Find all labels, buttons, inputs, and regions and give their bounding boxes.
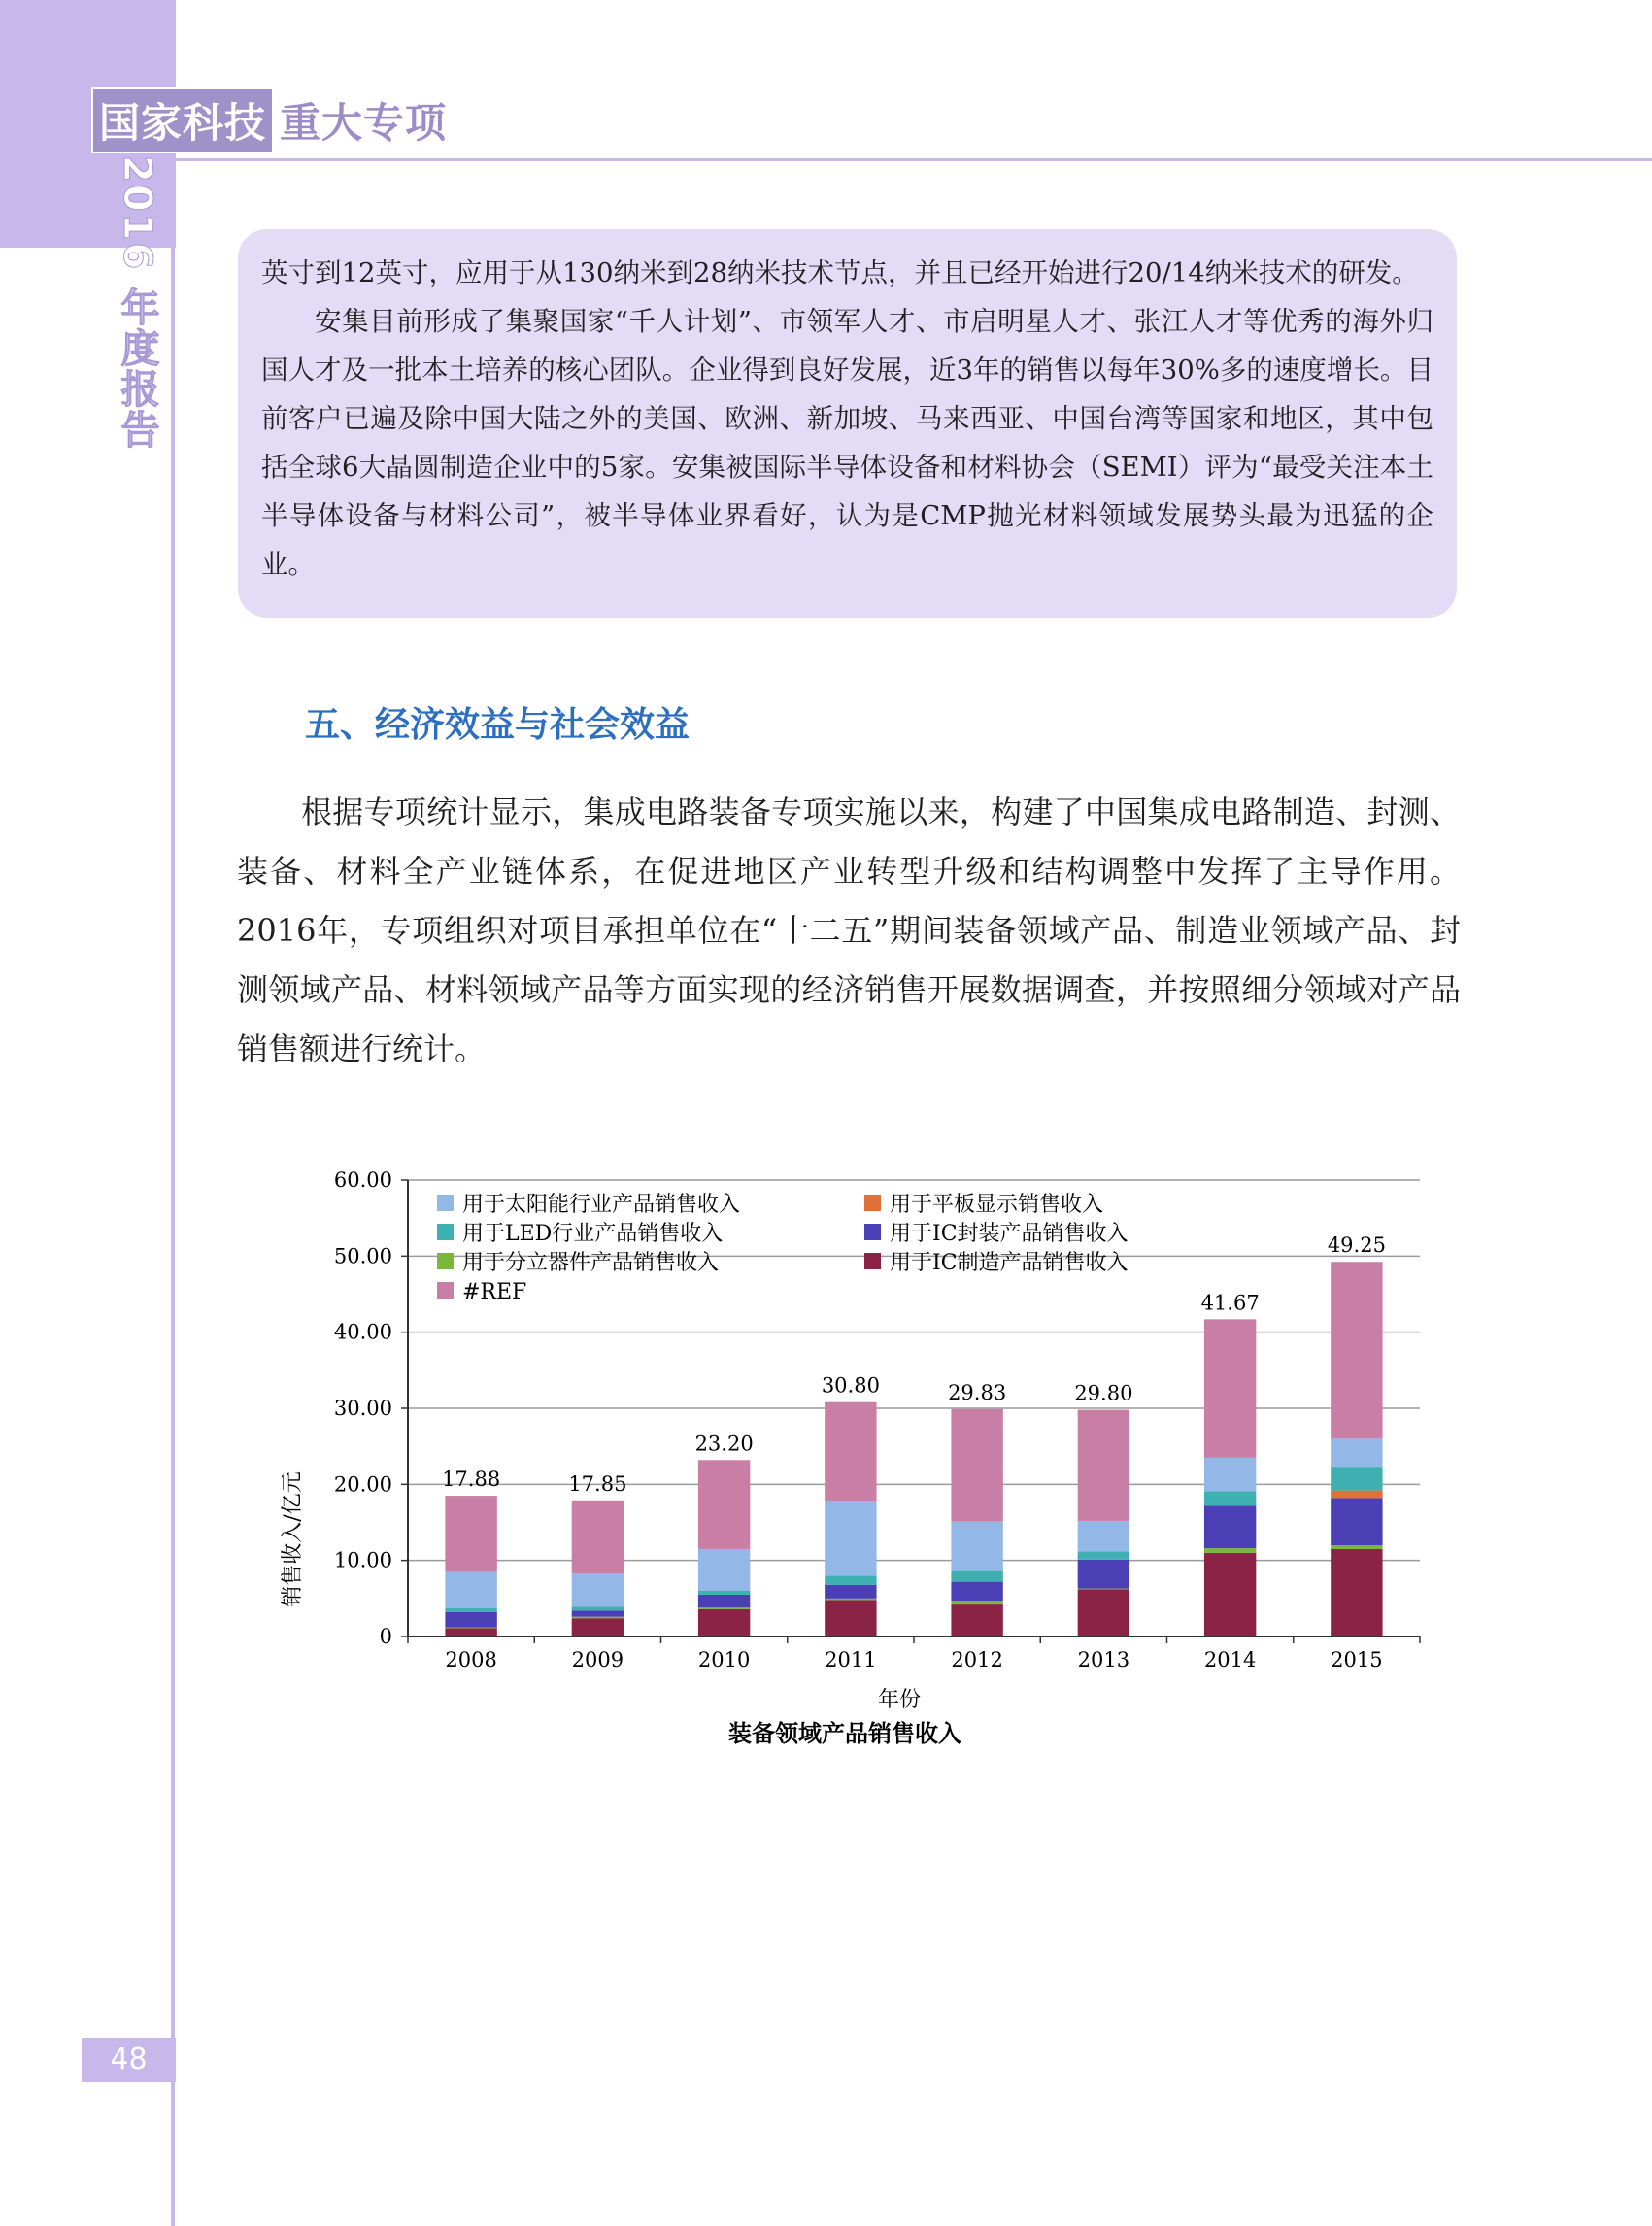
bar-segment — [825, 1575, 876, 1584]
y-tick-label: 10.00 — [333, 1548, 392, 1572]
bar-segment — [1204, 1505, 1256, 1548]
legend-label: 用于分立器件产品销售收入 — [462, 1251, 720, 1275]
legend-swatch — [437, 1253, 454, 1269]
legend-swatch — [864, 1195, 881, 1211]
bar-total-label: 41.67 — [1200, 1291, 1260, 1315]
y-tick-label: 30.00 — [333, 1397, 392, 1420]
bar-segment — [825, 1585, 876, 1599]
bar-segment — [1204, 1319, 1256, 1458]
legend-label: 用于平板显示销售收入 — [890, 1193, 1104, 1217]
bar-segment — [1078, 1521, 1129, 1551]
y-tick-label: 50.00 — [333, 1244, 392, 1268]
x-tick-label: 2011 — [825, 1648, 877, 1671]
brand-part2: 重大专项 — [280, 99, 448, 147]
bar-segment — [572, 1573, 624, 1606]
y-tick-label: 20.00 — [333, 1472, 392, 1497]
bar-total-label: 17.85 — [568, 1471, 627, 1496]
legend-swatch — [864, 1253, 881, 1269]
bar-segment — [1331, 1467, 1382, 1491]
bar-segment — [825, 1599, 876, 1601]
bar-segment — [572, 1617, 624, 1619]
brand-logo — [91, 95, 453, 146]
bar-total-label: 49.25 — [1327, 1233, 1386, 1258]
chart-bars — [445, 1262, 1382, 1636]
legend-label: #REF — [462, 1280, 527, 1304]
highlight-box — [238, 229, 1457, 618]
x-tick-label: 2013 — [1077, 1648, 1130, 1671]
bar-segment — [825, 1501, 876, 1576]
bar-segment — [1331, 1498, 1382, 1545]
bar-segment — [1078, 1560, 1129, 1589]
y-tick-label: 60.00 — [333, 1168, 392, 1192]
bar-total-label: 23.20 — [694, 1432, 754, 1456]
bar-total-label: 30.80 — [821, 1373, 880, 1398]
bar-total-label: 29.80 — [1074, 1381, 1133, 1405]
bar-segment — [1331, 1438, 1382, 1467]
highlight-paragraph: 英寸到12英寸，应用于从130纳米到28纳米技术节点，并且已经开始进行20/14纳米技术的研发。 — [261, 257, 1419, 288]
bar-segment — [1204, 1458, 1256, 1491]
bar-segment — [572, 1501, 624, 1573]
section-title: 五、经济效益与社会效益 — [305, 705, 691, 745]
bar-segment — [1331, 1262, 1382, 1438]
legend-label: 用于LED行业产品销售收入 — [462, 1222, 724, 1246]
chart-xlabel: 年份 — [877, 1688, 922, 1712]
chart-title: 装备领域产品销售收入 — [728, 1720, 961, 1747]
brand-part1: 国家科技 — [91, 87, 274, 153]
legend-swatch — [864, 1224, 881, 1240]
bar-segment — [1078, 1589, 1129, 1590]
legend-swatch — [437, 1282, 454, 1298]
bar-segment — [951, 1522, 1002, 1571]
bar-segment — [825, 1402, 876, 1501]
y-tick-label: 0 — [379, 1625, 392, 1648]
bar-segment — [951, 1601, 1002, 1604]
x-tick-label: 2015 — [1331, 1648, 1383, 1671]
bar-segment — [572, 1618, 624, 1636]
bar-segment — [445, 1628, 496, 1629]
x-tick-label: 2009 — [571, 1648, 624, 1671]
bar-segment — [1078, 1410, 1129, 1521]
bar-segment — [1331, 1545, 1382, 1549]
sidebar-line — [171, 0, 175, 2226]
header-rule — [176, 158, 1652, 161]
bar-segment — [1204, 1548, 1256, 1553]
x-tick-label: 2012 — [951, 1648, 1003, 1671]
bar-segment — [1204, 1553, 1256, 1636]
bar-segment — [1331, 1549, 1382, 1636]
bar-segment — [825, 1600, 876, 1636]
bar-segment — [951, 1582, 1002, 1602]
bar-segment — [1331, 1491, 1382, 1499]
y-tick-label: 40.00 — [333, 1320, 392, 1344]
bar-segment — [1078, 1551, 1129, 1560]
bar-segment — [698, 1609, 750, 1636]
bar-segment — [951, 1604, 1002, 1636]
bar-total-label: 17.88 — [442, 1467, 501, 1492]
bar-segment — [445, 1608, 496, 1612]
stacked-bar-chart — [262, 1161, 1428, 1763]
bar-segment — [698, 1591, 750, 1595]
bar-segment — [698, 1607, 750, 1609]
body-paragraph: 根据专项统计显示，集成电路装备专项实施以来，构建了中国集成电路制造、封测、装备、材料全产业链体系，在促进地区产业转型升级和结构调整中发挥了主导作用。2016年，专项组织对项目承担单位在“十二五”期间装备领域产品、制造业领域产品、封测领域产品、材料领域产品等方面实现的经济销售开展数据调查，并按照细分领域对产品销售额进行统计。 — [237, 793, 1461, 1067]
bar-segment — [698, 1549, 750, 1591]
bar-total-label: 29.83 — [948, 1380, 1007, 1404]
legend-swatch — [437, 1195, 454, 1211]
legend-label: 用于太阳能行业产品销售收入 — [462, 1193, 741, 1217]
legend-label: 用于IC制造产品销售收入 — [890, 1251, 1129, 1275]
chart-legend — [437, 1193, 1129, 1304]
bar-segment — [445, 1496, 496, 1571]
x-tick-label: 2010 — [697, 1648, 751, 1671]
chart-ylabel: 销售收入/亿元 — [281, 1471, 305, 1607]
x-tick-label: 2008 — [445, 1648, 497, 1671]
bar-segment — [1078, 1589, 1129, 1636]
highlight-paragraph: 安集目前形成了集聚国家“千人计划”、市领军人才、市启明星人才、张江人才等优秀的海外归国人才及一批本土培养的核心团队。企业得到良好发展，近3年的销售以每年30%多的速度增长。目前客户已遍及除中国大陆之外的美国、欧洲、新加坡、马来西亚、中国台湾等国家和地区，其中包括全球6大晶圆制造企业中的5家。安集被国际半导体设备和材料协会（SEMI）评为“最受关注本土半导体设备与材料公司”，被半导体业界看好，认为是CMP抛光材料领域发展势头最为迅猛的企业。 — [261, 306, 1433, 580]
bar-segment — [445, 1628, 496, 1636]
bar-segment — [698, 1460, 750, 1549]
bar-segment — [1204, 1491, 1256, 1505]
page-number: 48 — [82, 2038, 176, 2082]
report-title: 2016 年度报告 — [115, 155, 159, 451]
bar-segment — [445, 1612, 496, 1628]
bar-segment — [445, 1571, 496, 1608]
bar-segment — [951, 1571, 1002, 1582]
legend-label: 用于IC封装产品销售收入 — [890, 1222, 1129, 1246]
bar-segment — [572, 1610, 624, 1616]
bar-segment — [572, 1606, 624, 1610]
bar-segment — [698, 1595, 750, 1607]
x-tick-label: 2014 — [1203, 1648, 1257, 1671]
legend-swatch — [437, 1224, 454, 1240]
bar-segment — [951, 1409, 1002, 1522]
